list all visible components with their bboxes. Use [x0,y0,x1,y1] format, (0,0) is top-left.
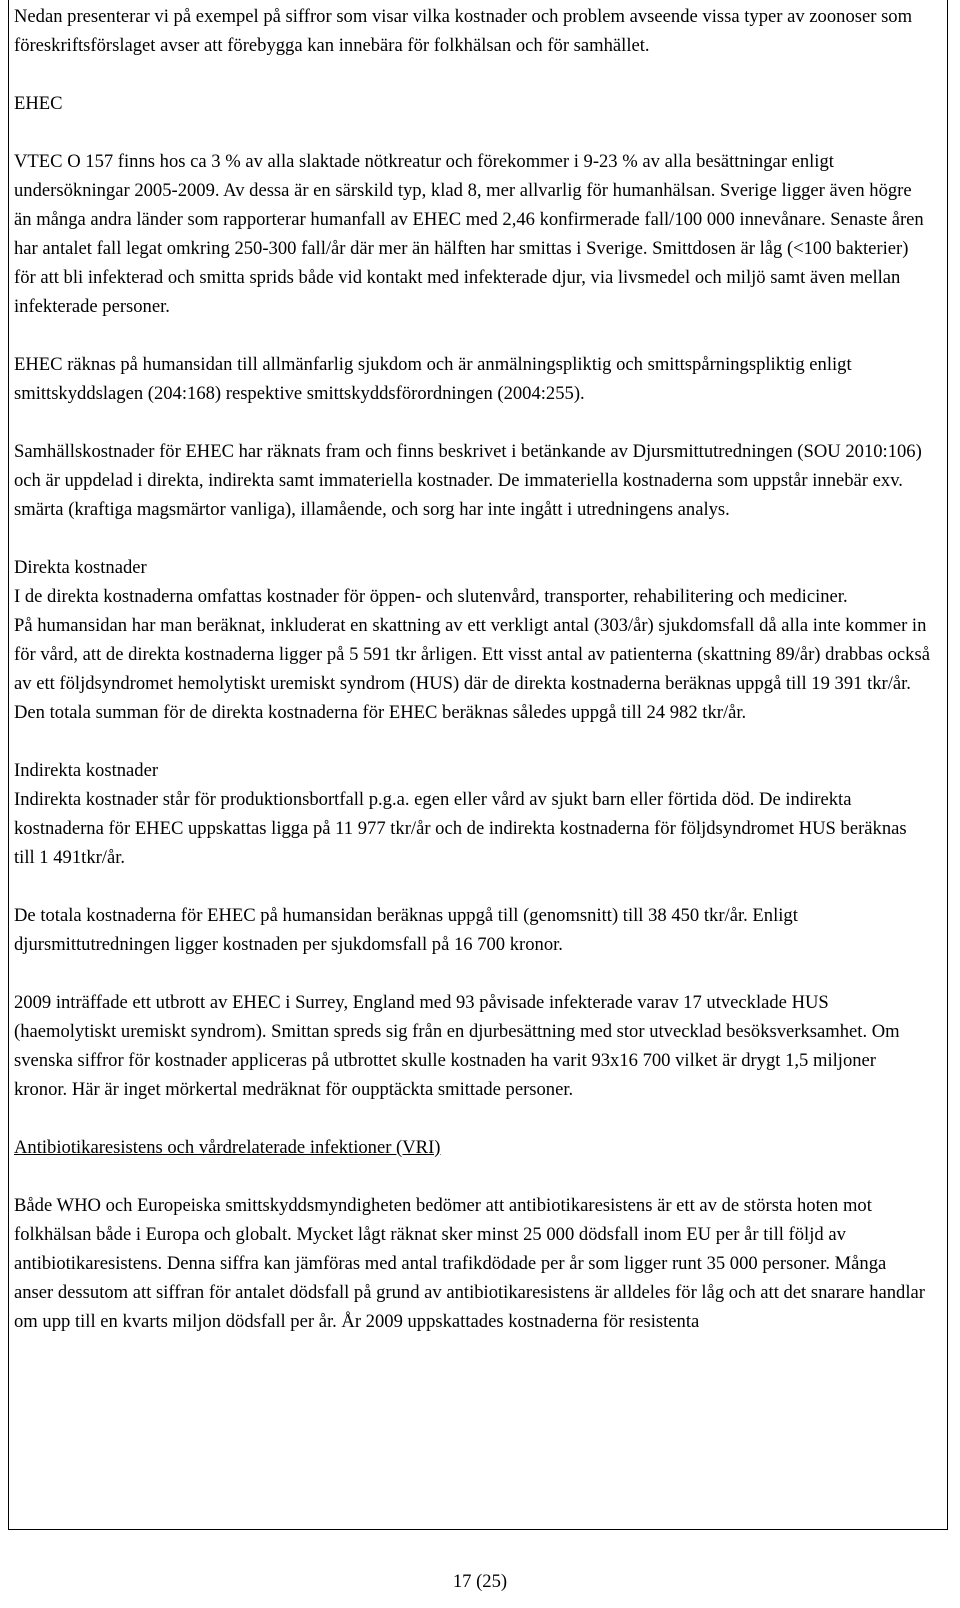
ehec-paragraph-3: Samhällskostnader för EHEC har räknats fram och finns beskrivet i betänkande av Djursmittutredningen (SOU 2010:106) och är uppdelad i direkta, indirekta samt immateriella kostnader. De immateriella kostnaderna som uppstår innebär exv. smärta (kraftiga magsmärtor vanliga), illamående, och sorg har inte ingått i utredningens analys. [14,441,922,520]
vri-paragraph-1: Både WHO och Europeiska smittskyddsmyndigheten bedömer att antibiotikaresistens är ett av de största hoten mot folkhälsan både i Europa och globalt. Mycket lågt räknat sker minst 25 000 dödsfall inom EU per år till följd av antibiotikaresistens. Denna siffra kan jämföras med antal trafikdödade per år som ligger runt 35 000 personer. Många anser dessutom att siffran för antalet dödsfall på grund av antibiotikaresistens är alldeles för låg och att det snarare handlar om upp till en kvarts miljon dödsfall per år. År 2009 uppskattades kostnaderna för resistenta [14,1195,925,1332]
surrey-outbreak-paragraph: 2009 inträffade ett utbrott av EHEC i Surrey, England med 93 påvisade infekterade varav 17 utvecklade HUS (haemolytiskt uremiskt syndrom). Smittan spreds sig från en djurbesättning med stor utvecklad besöksverksamhet. Om svenska siffror för kostnader appliceras på utbrottet skulle kostnaden ha varit 93x16 700 vilket är drygt 1,5 miljoner kronor. Här är inget mörkertal medräknat för oupptäckta smittade personer. [14,992,900,1100]
indirect-costs-heading: Indirekta kostnader [14,760,159,781]
intro-paragraph: Nedan presenterar vi på exempel på siffror som visar vilka kostnader och problem avseende vissa typer av zoonoser som föreskriftsförslaget avser att förebygga kan innebära för folkhälsan och för samhället. [14,6,913,56]
direct-costs-paragraph-1: I de direkta kostnaderna omfattas kostnader för öppen- och slutenvård, transporter, rehabilitering och mediciner. [14,586,848,607]
page-number: 17 (25) [452,1571,508,1592]
ehec-heading: EHEC [14,93,63,114]
total-costs-paragraph: De totala kostnaderna för EHEC på humansidan beräknas uppgå till (genomsnitt) till 38 450 tkr/år. Enligt djursmittutredningen ligger kostnaden per sjukdomsfall på 16 700 kronor. [14,905,798,955]
indirect-costs-paragraph: Indirekta kostnader står för produktionsbortfall p.g.a. egen eller vård av sjukt barn eller förtida död. De indirekta kostnaderna för EHEC uppskattas ligga på 11 977 tkr/år och de indirekta kostnaderna för följdsyndromet HUS beräknas till 1 491tkr/år. [14,789,907,868]
direct-costs-paragraph-2: På humansidan har man beräknat, inkluderat en skattning av ett verkligt antal (303/år) sjukdomsfall då alla inte kommer in för vård, att de direkta kostnaderna ligger på 5 591 tkr årligen. Ett visst antal av patienterna (skattning 89/år) drabbas också av ett följdsyndromet hemolytiskt uremiskt syndrom (HUS) där de direkta kostnaderna beräknas uppgå till 19 391 tkr/år. Den totala summan för de direkta kostnaderna för EHEC beräknas således uppgå till 24 982 tkr/år. [14,615,930,723]
ehec-paragraph-1: VTEC O 157 finns hos ca 3 % av alla slaktade nötkreatur och förekommer i 9-23 % av alla besättningar enligt undersökningar 2005-2009. Av dessa är en särskild typ, klad 8, mer allvarlig för humanhälsan. Sverige ligger även högre än många andra länder som rapporterar humanfall av EHEC med 2,46 konfirmerade fall/100 000 innevånare. Senaste åren har antalet fall legat omkring 250-300 fall/år där mer än hälften har smittas i Sverige. Smittdosen är låg (<100 bakterier) för att bli infekterad och smitta sprids både vid kontakt med infekterade djur, via livsmedel och miljö samt även mellan infekterade personer. [14,151,924,317]
direct-costs-heading: Direkta kostnader [14,557,147,578]
document-body [14,2,930,1336]
ehec-paragraph-2: EHEC räknas på humansidan till allmänfarlig sjukdom och är anmälningspliktig och smittspårningspliktig enligt smittskyddslagen (204:168) respektive smittskyddsförordningen (2004:255). [14,354,852,404]
vri-heading: Antibiotikaresistens och vårdrelaterade infektioner (VRI) [14,1137,441,1158]
